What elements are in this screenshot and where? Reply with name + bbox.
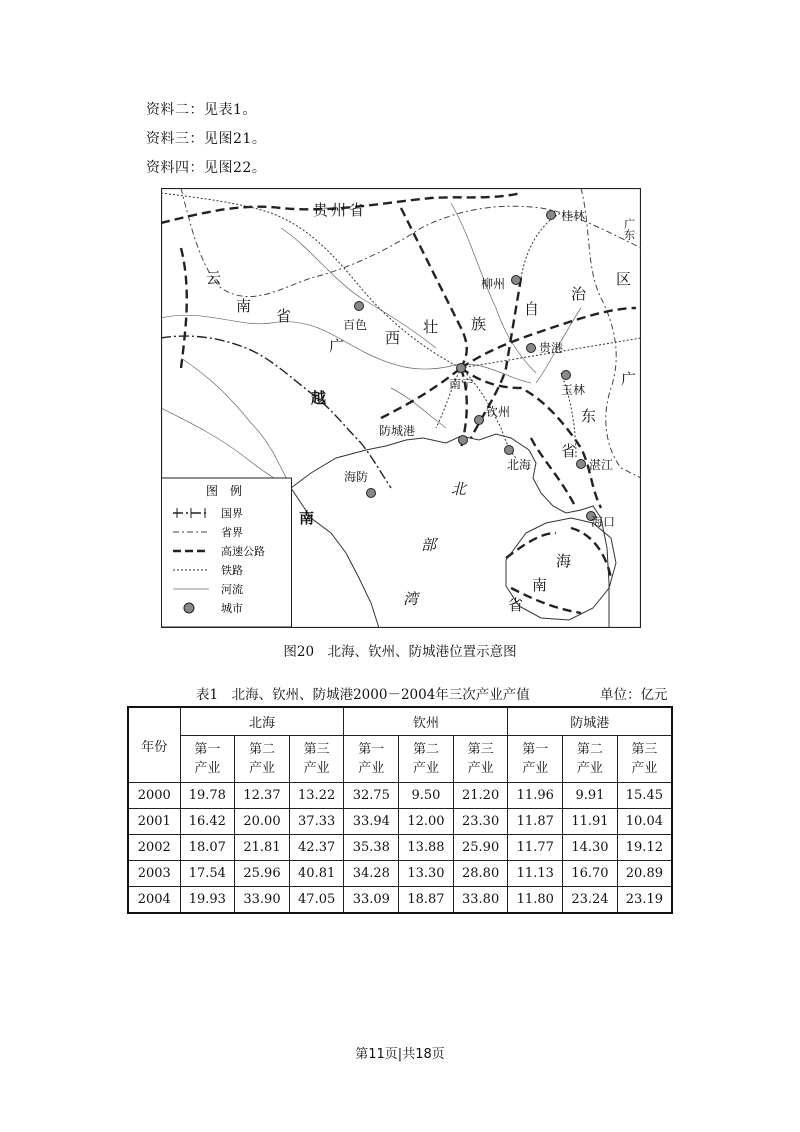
- region-label-wan: 湾: [403, 590, 419, 608]
- value-cell: 33.90: [235, 887, 290, 914]
- region-label-bu: 部: [421, 536, 437, 554]
- region-label-dong-top: 广东: [622, 218, 636, 240]
- value-cell: 9.91: [563, 783, 618, 809]
- value-cell: 33.80: [453, 887, 508, 914]
- city-label-guigang: 贵港: [539, 341, 564, 355]
- sub-header: 第一 产业: [344, 736, 399, 783]
- value-cell: 11.96: [508, 783, 563, 809]
- year-cell: 2002: [128, 835, 180, 861]
- value-cell: 12.37: [235, 783, 290, 809]
- industry-output-table: [127, 706, 673, 914]
- table-row: [128, 783, 672, 809]
- region-label-sheng2: 省: [508, 596, 524, 614]
- value-cell: 15.45: [617, 783, 672, 809]
- region-label-bei: 北: [451, 480, 467, 498]
- page-footer: 第11页|共18页: [355, 1047, 445, 1062]
- value-cell: 28.80: [453, 861, 508, 887]
- region-label-yue: 越: [311, 389, 327, 407]
- region-label-sheng1: 省: [276, 307, 292, 325]
- region-label-nan1: 南: [236, 297, 252, 315]
- value-cell: 33.09: [344, 887, 399, 914]
- value-cell: 18.07: [180, 835, 235, 861]
- region-label-guang2: 广: [621, 370, 637, 388]
- value-cell: 16.42: [180, 809, 235, 835]
- city-label-beihai: 北海: [507, 458, 532, 472]
- intro-line-2: 资料三：见图21。: [146, 131, 267, 147]
- sub-header: 第一 产业: [180, 736, 235, 783]
- region-label-guang1: 广: [329, 337, 345, 355]
- table-caption: 表1 北海、钦州、防城港2000－2004年三次产业产值: [196, 687, 530, 703]
- value-cell: 42.37: [289, 835, 344, 861]
- value-cell: 25.90: [453, 835, 508, 861]
- city-label-haikou: 海口: [591, 515, 616, 529]
- intro-line-1: 资料二：见表1。: [146, 102, 257, 118]
- region-label-guizhou: 贵州省: [313, 201, 368, 219]
- legend-item-city: 城市: [221, 602, 243, 615]
- value-cell: 17.54: [180, 861, 235, 887]
- sub-header: 第三 产业: [453, 736, 508, 783]
- value-cell: 11.91: [563, 809, 618, 835]
- region-label-zu: 族: [471, 315, 487, 333]
- year-cell: 2004: [128, 887, 180, 914]
- city-label-fangchenggang: 防城港: [379, 424, 416, 438]
- sub-header: 第二 产业: [563, 736, 618, 783]
- value-cell: 19.12: [617, 835, 672, 861]
- sub-header: 第一 产业: [508, 736, 563, 783]
- value-cell: 18.87: [399, 887, 454, 914]
- table-row: [128, 861, 672, 887]
- map-legend: [162, 478, 292, 627]
- legend-title: 图 例: [206, 484, 243, 498]
- value-cell: 35.38: [344, 835, 399, 861]
- value-cell: 25.96: [235, 861, 290, 887]
- table-row: [128, 835, 672, 861]
- table-row: [128, 809, 672, 835]
- sub-header: 第二 产业: [235, 736, 290, 783]
- region-label-hai: 海: [556, 552, 572, 570]
- legend-item-railway: 铁路: [221, 564, 243, 577]
- value-cell: 20.00: [235, 809, 290, 835]
- value-cell: 23.19: [617, 887, 672, 914]
- city-label-yulin: 玉林: [561, 383, 586, 397]
- region-label-dong: 东: [581, 407, 597, 425]
- value-cell: 13.22: [289, 783, 344, 809]
- legend-item-provincial-border: 省界: [221, 526, 243, 539]
- region-label-zhuang: 壮: [423, 318, 439, 336]
- value-cell: 13.30: [399, 861, 454, 887]
- sub-header: 第三 产业: [289, 736, 344, 783]
- city-label-baise: 百色: [343, 318, 368, 332]
- year-cell: 2001: [128, 809, 180, 835]
- value-cell: 19.78: [180, 783, 235, 809]
- value-cell: 40.81: [289, 861, 344, 887]
- value-cell: 14.30: [563, 835, 618, 861]
- city-label-qinzhou: 钦州: [486, 405, 511, 419]
- city-label-nanning: 南宁: [449, 377, 474, 391]
- value-cell: 23.30: [453, 809, 508, 835]
- intro-line-3: 资料四：见图22。: [146, 160, 267, 176]
- region-label-nan2: 南: [532, 576, 548, 594]
- value-cell: 19.93: [180, 887, 235, 914]
- group-header: 防城港: [508, 707, 672, 736]
- city-label-liuzhou: 柳州: [481, 277, 506, 291]
- value-cell: 9.50: [399, 783, 454, 809]
- group-header: 钦州: [344, 707, 508, 736]
- map-caption: 图20 北海、钦州、防城港位置示意图: [283, 644, 517, 660]
- group-header: 北海: [180, 707, 344, 736]
- region-label-qu: 区: [616, 270, 632, 288]
- city-label-haifang: 海防: [344, 470, 369, 484]
- value-cell: 47.05: [289, 887, 344, 914]
- value-cell: 33.94: [344, 809, 399, 835]
- value-cell: 21.20: [453, 783, 508, 809]
- legend-item-expressway: 高速公路: [221, 545, 265, 558]
- year-cell: 2003: [128, 861, 180, 887]
- sub-header: 第二 产业: [399, 736, 454, 783]
- year-cell: 2000: [128, 783, 180, 809]
- table-unit: 单位：亿元: [600, 687, 668, 703]
- value-cell: 10.04: [617, 809, 672, 835]
- region-label-zi: 自: [524, 300, 540, 318]
- value-cell: 23.24: [563, 887, 618, 914]
- region-label-nan-vn: 南: [299, 509, 315, 527]
- region-label-zhi: 治: [571, 285, 587, 303]
- legend-item-river: 河流: [221, 583, 243, 596]
- value-cell: 21.81: [235, 835, 290, 861]
- value-cell: 13.88: [399, 835, 454, 861]
- value-cell: 11.13: [508, 861, 563, 887]
- value-cell: 12.00: [399, 809, 454, 835]
- value-cell: 11.77: [508, 835, 563, 861]
- location-map: [161, 188, 641, 628]
- value-cell: 11.80: [508, 887, 563, 914]
- value-cell: 34.28: [344, 861, 399, 887]
- value-cell: 32.75: [344, 783, 399, 809]
- region-label-yun: 云: [206, 269, 222, 287]
- year-header: 年份: [128, 707, 180, 783]
- value-cell: 37.33: [289, 809, 344, 835]
- region-label-xi: 西: [385, 329, 401, 347]
- city-label-zhanjiang: 湛江: [589, 458, 614, 472]
- sub-header: 第三 产业: [617, 736, 672, 783]
- value-cell: 11.87: [508, 809, 563, 835]
- region-label-sheng3: 省: [561, 442, 577, 460]
- legend-item-national-border: 国界: [221, 507, 243, 520]
- value-cell: 16.70: [563, 861, 618, 887]
- city-label-guilin: 桂林: [561, 209, 586, 223]
- table-row: [128, 887, 672, 914]
- value-cell: 20.89: [617, 861, 672, 887]
